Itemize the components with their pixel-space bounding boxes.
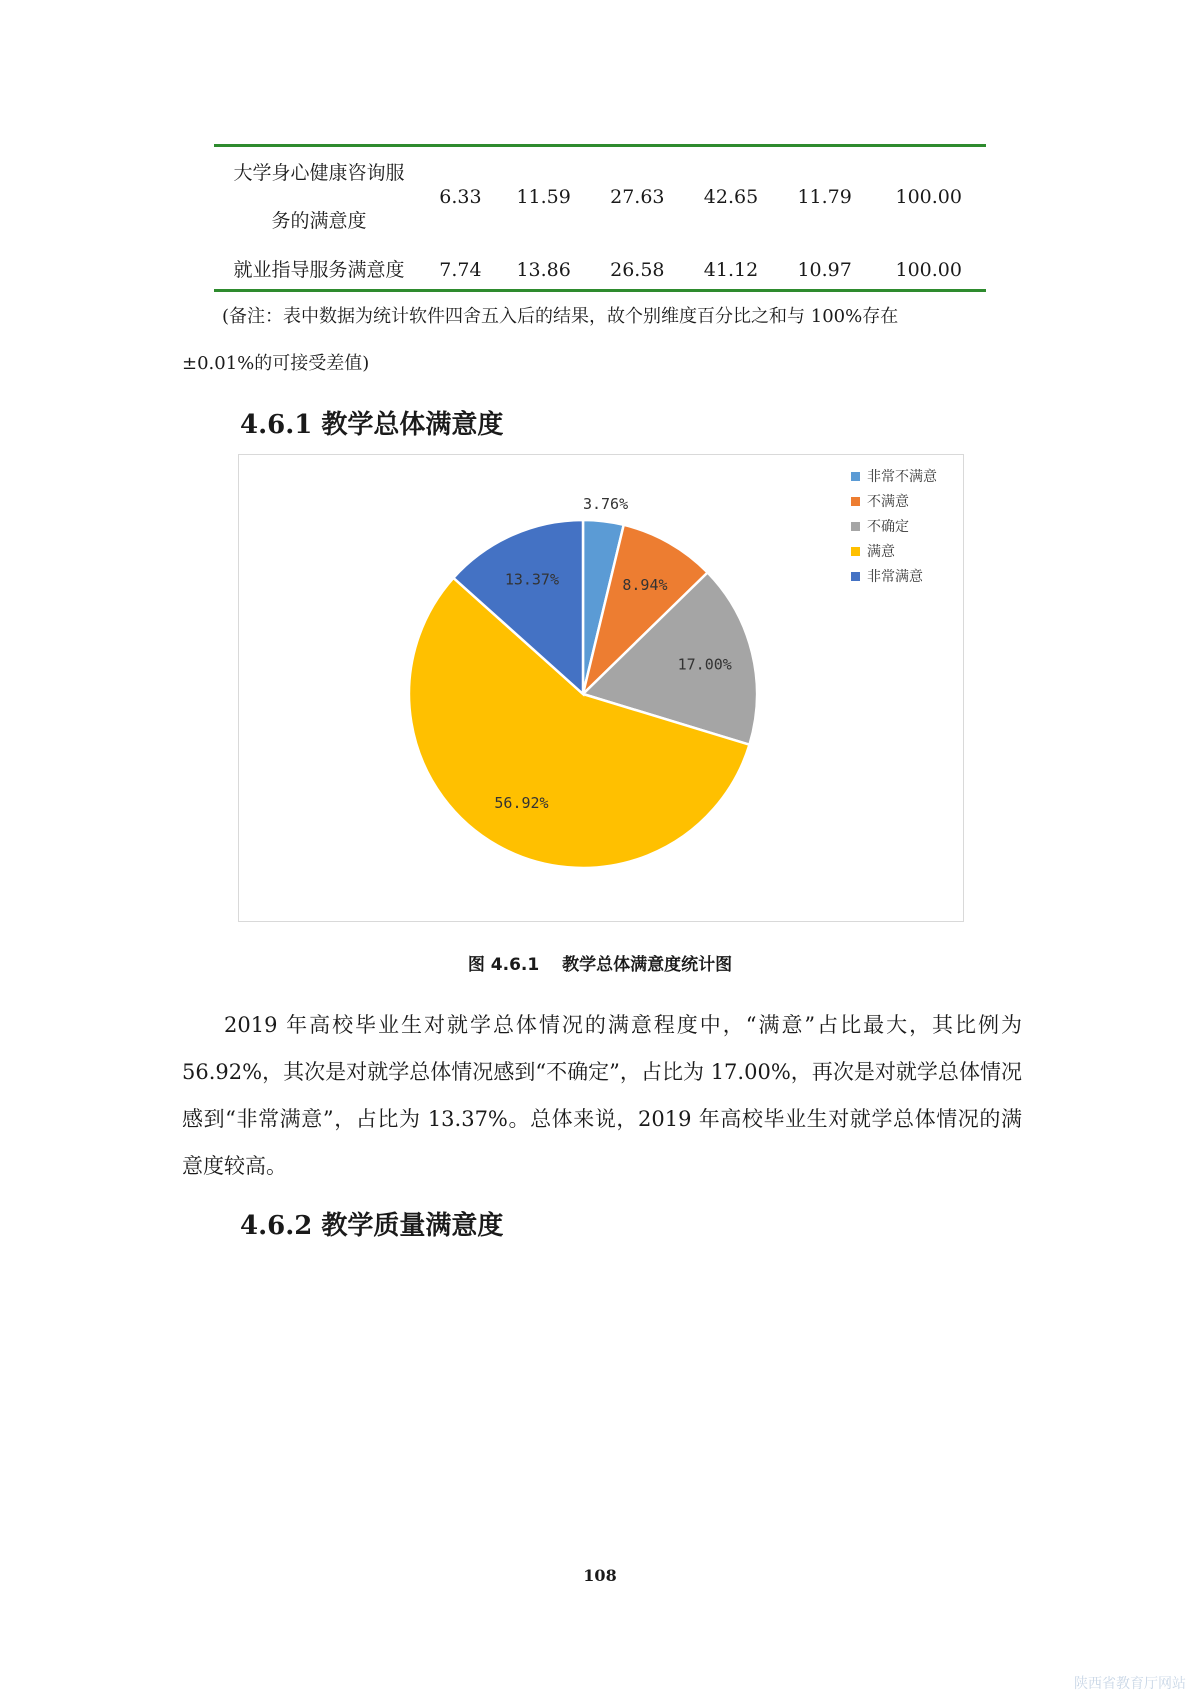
legend-label: 不满意: [867, 494, 909, 510]
slice-data-label: 8.94%: [622, 576, 668, 595]
row-label: [214, 148, 424, 246]
figure-caption: 图 4.6.1 教学总体满意度统计图: [467, 955, 733, 975]
table-cell: 6.33: [439, 186, 482, 208]
paragraph-text: 2019 年高校毕业生对就学总体情况的满意程度中，“满意”占比最大，其比例为 56.92%，其次是对就学总体情况感到“不确定”，占比为 17.00%，再次是对就学总体情况感到“非常满意”，占比为 13.37%。总体来说，2019 年高校毕业生对就学总体情况的满意度较高。: [182, 1013, 1022, 1178]
table-row: [214, 148, 986, 246]
table-row: [214, 246, 986, 294]
legend-label: 非常不满意: [867, 469, 937, 485]
watermark: 陕西省教育厅网站: [1074, 1676, 1186, 1692]
body-paragraph: [182, 1002, 1022, 1190]
legend-label: 满意: [867, 544, 895, 560]
row-label-line2: 务的满意度: [271, 210, 367, 232]
table-cell: 11.79: [797, 186, 852, 208]
table-cell: 27.63: [610, 186, 665, 208]
legend-entry: [851, 468, 937, 485]
section-title-4-6-2: 4.6.2 教学质量满意度: [240, 1211, 504, 1241]
legend-label: 不确定: [867, 519, 909, 535]
pie-chart: [238, 454, 964, 922]
table-cell: 10.97: [797, 259, 852, 281]
table-cell: 26.58: [610, 259, 665, 281]
legend-entry: [851, 519, 909, 535]
table-cell: 7.74: [439, 259, 482, 281]
legend-swatch: [851, 547, 860, 556]
legend-swatch: [851, 572, 860, 581]
data-table: [214, 148, 986, 294]
table-note-line1: (备注：表中数据为统计软件四舍五入后的结果，故个别维度百分比之和与 100%存在: [222, 306, 899, 327]
pie-chart-svg: [239, 455, 963, 921]
table-cell: 42.65: [703, 186, 759, 208]
slice-data-label: 17.00%: [677, 655, 732, 674]
slice-data-label: 56.92%: [494, 794, 549, 813]
legend-entry: [851, 568, 923, 585]
table-top-rule: [214, 144, 986, 147]
legend-entry: [851, 543, 895, 560]
table-note-line2: ±0.01%的可接受差值): [182, 353, 370, 374]
table-bottom-rule: [214, 289, 986, 292]
row-label: 就业指导服务满意度: [233, 259, 405, 281]
section-title-4-6-1: 4.6.1 教学总体满意度: [240, 410, 504, 440]
page-number: 108: [583, 1566, 617, 1585]
slice-data-label: 13.37%: [504, 570, 560, 589]
table-cell: 100.00: [895, 186, 962, 208]
legend-swatch: [851, 522, 860, 531]
table-cell: 13.86: [516, 259, 571, 281]
legend-swatch: [851, 497, 860, 506]
row-label-line1: 大学身心健康咨询服: [233, 162, 405, 184]
legend-swatch: [851, 472, 860, 481]
legend-label: 非常满意: [867, 569, 923, 585]
table-cell: 11.59: [516, 186, 571, 208]
table-cell: 100.00: [895, 259, 962, 281]
slice-data-label: 3.76%: [582, 494, 629, 513]
legend-entry: [851, 493, 909, 510]
table-cell: 41.12: [703, 259, 759, 281]
